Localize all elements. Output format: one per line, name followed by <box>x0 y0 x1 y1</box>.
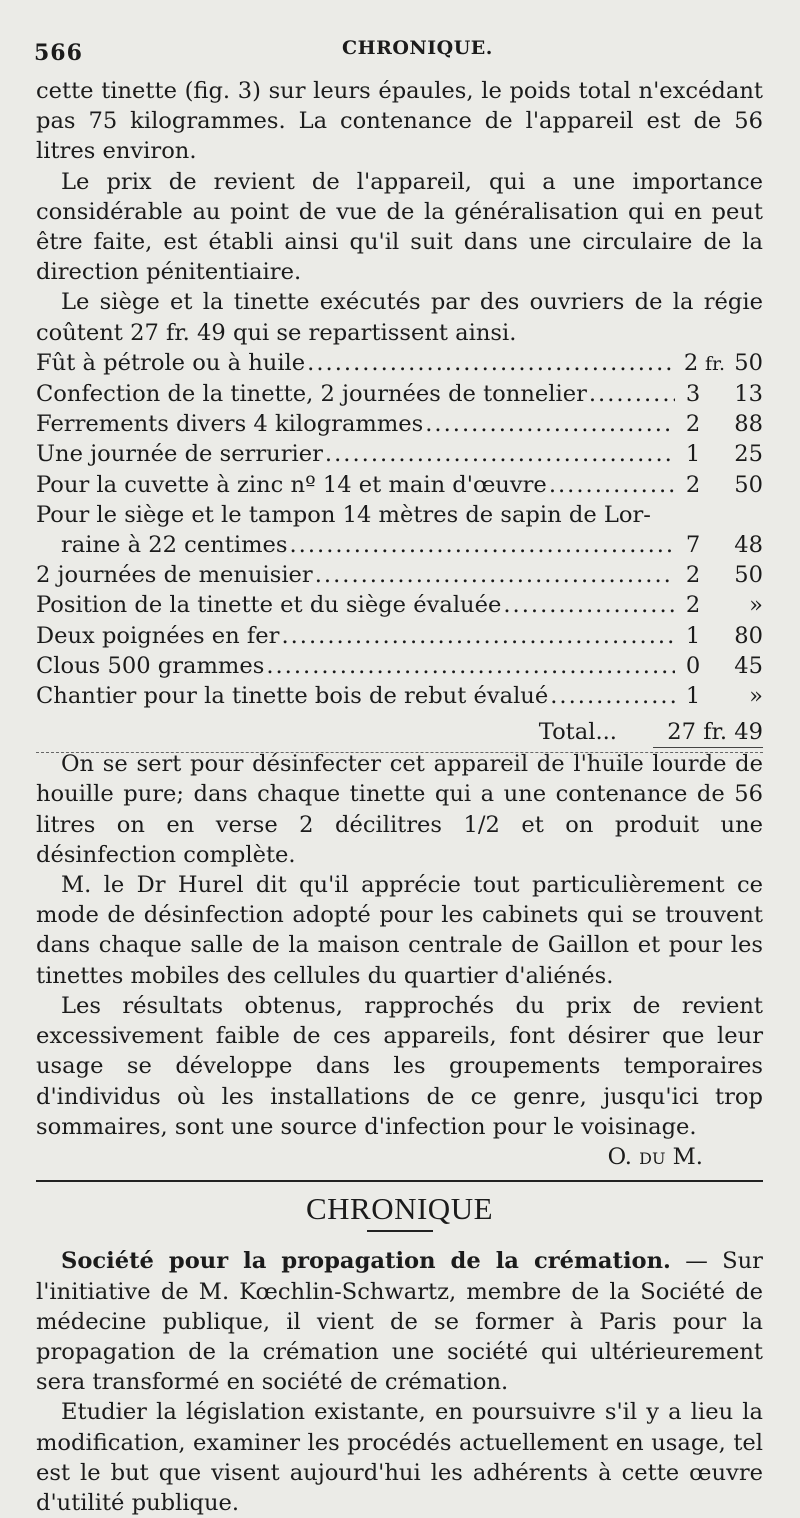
cost-francs: 1 <box>685 622 701 649</box>
cost-row <box>36 651 763 681</box>
cost-cents: » <box>749 683 763 710</box>
author-signature <box>36 1142 763 1172</box>
paragraph-legislation: Etudier la législation existante, en poursuivre s'il y a lieu la modification, examiner les procédés actuellement en usage, tel est le but que visent aujourd'hui les adhérents à cette œuvre d'utilité publique. <box>36 1399 763 1516</box>
cost-row <box>36 348 763 379</box>
cost-label: Fût à pétrole ou à huile <box>36 349 306 376</box>
cost-francs: 2 <box>685 411 701 438</box>
section-divider <box>36 1180 763 1182</box>
cost-row <box>36 560 763 590</box>
paragraph-hurel: M. le Dr Hurel dit qu'il apprécie tout particulièrement ce mode de désinfection adopté pour les cabinets qui se trouvent dans chaque salle de la maison centrale de Gaillon et pour les tinettes mobiles des cellules du quartier d'aliénés. <box>36 872 763 989</box>
leader-dots <box>315 560 675 590</box>
heading-underline <box>367 1230 433 1232</box>
cost-row <box>36 379 763 409</box>
cost-row <box>36 681 763 711</box>
cost-label: Pour le siège et le tampon 14 mètres de sapin de Lor- <box>36 501 651 528</box>
cost-row <box>36 621 763 651</box>
cost-label: Confection de la tinette, 2 journées de tonnelier <box>36 381 587 408</box>
paragraph-continuation: cette tinette (fig. 3) sur leurs épaules, le poids total n'excédant pas 75 kilogrammes. La contenance de l'appareil est de 56 litres environ. <box>36 78 763 165</box>
cost-francs: 2 <box>685 471 701 498</box>
cost-cents: » <box>749 592 763 619</box>
cost-label: Deux poignées en fer <box>36 622 280 649</box>
leader-dots <box>281 621 675 651</box>
cost-row <box>36 590 763 620</box>
signature-last: M. <box>672 1143 703 1170</box>
cost-label: Position de la tinette et du siège évaluée <box>36 592 502 619</box>
cost-label: Pour la cuvette à zinc nº 14 et main d'œuvre <box>36 471 547 498</box>
cost-francs: 2 <box>683 349 699 376</box>
total-rule <box>36 752 763 753</box>
cost-row <box>36 409 763 439</box>
cost-cents: 80 <box>734 622 763 649</box>
running-title: CHRONIQUE. <box>342 37 493 59</box>
cost-cents: 25 <box>734 441 763 468</box>
page-header <box>34 34 774 68</box>
cost-row <box>36 439 763 469</box>
cost-cents: 88 <box>734 411 763 438</box>
total-label: Total... <box>538 719 617 746</box>
cost-label: Chantier pour la tinette bois de rebut évalué <box>36 683 549 710</box>
cost-label: Clous 500 grammes <box>36 652 265 679</box>
leader-dots <box>589 379 675 409</box>
cost-cents: 48 <box>734 532 763 559</box>
cost-francs: 2 <box>685 562 701 589</box>
cost-row <box>36 530 763 560</box>
page-body <box>36 76 763 1518</box>
leader-dots <box>266 651 675 681</box>
leader-dots <box>425 409 675 439</box>
paragraph-cost-total-intro: Le siège et la tinette exécutés par des ouvriers de la régie coûtent 27 fr. 49 qui se repartissent ainsi. <box>36 289 763 346</box>
signature-initial: O. <box>607 1143 632 1170</box>
paragraph-disinfection: On se sert pour désinfecter cet appareil de l'huile lourde de houille pure; dans chaque tinette qui a une contenance de 56 litres on en verse 2 décilitres 1/2 et on produit une désinfection complète. <box>36 751 763 868</box>
total-value: 27 fr. 49 <box>653 717 763 748</box>
cost-label: Une journée de serrurier <box>36 441 323 468</box>
cost-row <box>36 470 763 500</box>
cost-francs: 1 <box>685 441 701 468</box>
cost-cents: 13 <box>734 381 763 408</box>
section-heading: CHRONIQUE <box>305 1191 494 1227</box>
leader-dots <box>325 439 675 469</box>
page-number: 566 <box>34 40 83 66</box>
cost-label: Ferrements divers 4 kilogrammes <box>36 411 424 438</box>
leader-dots <box>289 530 675 560</box>
paragraph-results: Les résultats obtenus, rapprochés du prix de revient excessivement faible de ces appareils, font désirer que leur usage se développe dans les groupements temporaires d'individus où les installations de ce genre, jusqu'ici trop sommaires, sont une source d'infection pour le voisinage. <box>36 992 763 1140</box>
cost-francs: 7 <box>685 532 701 559</box>
cost-label: 2 journées de menuisier <box>36 562 313 589</box>
cremation-lead-text: — Sur l'initiative de M. Kœchlin-Schwartz, membre de la Société de médecine publique, il vient de se former à Paris pour la propagation de la crémation une société qui ultérieurement sera transformé en société de crémation. <box>36 1248 763 1396</box>
cost-francs: 1 <box>685 683 701 710</box>
cost-francs: 3 <box>685 381 701 408</box>
cost-cents: 50 <box>734 562 763 589</box>
cost-row-wrapped-start <box>36 500 763 530</box>
leader-dots <box>307 348 673 378</box>
leader-dots <box>503 590 675 620</box>
leader-dots <box>550 681 675 711</box>
cremation-society-title: Société pour la propagation de la crémation. <box>61 1248 671 1275</box>
cost-cents: 50 <box>734 349 763 376</box>
cost-cents: 50 <box>734 471 763 498</box>
cost-cents: 45 <box>734 652 763 679</box>
leader-dots <box>549 470 675 500</box>
cost-francs: 0 <box>685 652 701 679</box>
cost-label: raine à 22 centimes <box>61 532 288 559</box>
signature-particle: du <box>639 1143 666 1170</box>
paragraph-cremation <box>36 1246 763 1397</box>
cost-francs: 2 <box>685 592 701 619</box>
paragraph-cost-intro: Le prix de revient de l'appareil, qui a une importance considérable au point de vue de la généralisation qui en peut être faite, est établi ainsi qu'il suit dans une circulaire de la direction pénitentiaire. <box>36 168 763 286</box>
cost-breakdown-table <box>36 348 763 749</box>
cost-unit: fr. <box>705 352 726 375</box>
cost-total-row <box>36 717 763 749</box>
